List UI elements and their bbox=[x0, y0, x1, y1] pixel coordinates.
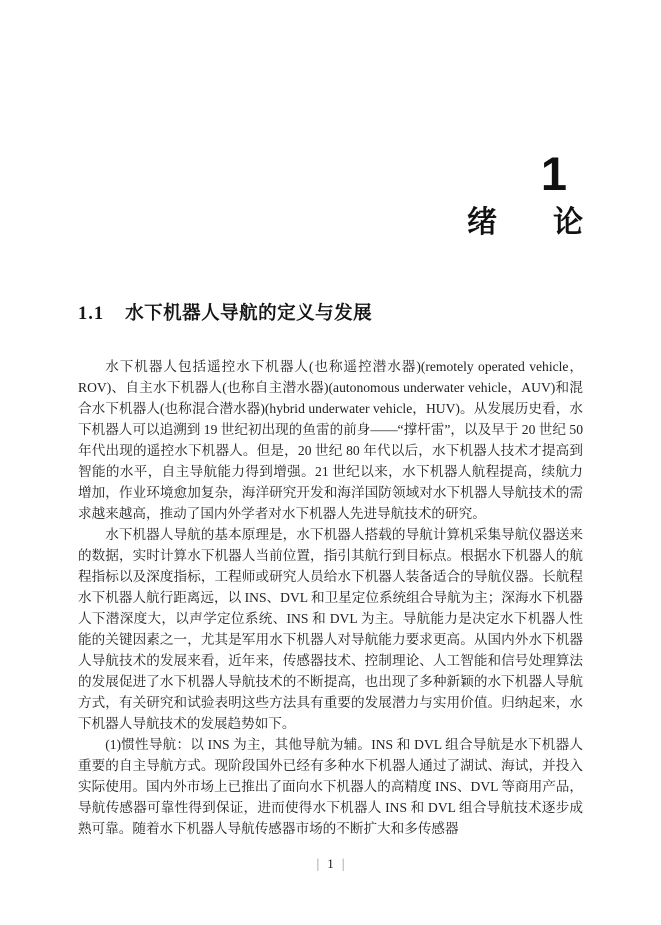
page-footer bbox=[0, 856, 661, 873]
section-heading bbox=[78, 299, 372, 325]
paragraph-2: 水下机器人导航的基本原理是，水下机器人搭载的导航计算机采集导航仪器送来的数据，实时计算水下机器人当前位置，指引其航行到目标点。根据水下机器人的航程指标以及深度指标，工程师或研究人员给水下机器人装备适合的导航仪器。长航程水下机器人航行距离远，以 INS、DVL 和卫星定位系统组合导航为主；深海水下机器人下潜深度大，以声学定位系统、INS 和 DVL 为主。导航能力是决定水下机器人性能的关键因素之一，尤其是军用水下机器人对导航能力要求更高。从国内外水下机器人导航技术的发展来看，近年来，传感器技术、控制理论、人工智能和信号处理算法的发展促进了水下机器人导航技术的不断提高，也出现了多种新颖的水下机器人导航方式，有关研究和试验表明这些方法具有重要的发展潜力与实用价值。归纳起来，水下机器人导航技术的发展趋势如下。 bbox=[78, 527, 583, 731]
footer-left-bar: | bbox=[316, 857, 320, 872]
chapter-number: 1 bbox=[540, 147, 567, 200]
section-title: 水下机器人导航的定义与发展 bbox=[125, 304, 373, 324]
chapter-header bbox=[467, 147, 583, 239]
paragraph-3: (1)惯性导航：以 INS 为主，其他导航为辅。INS 和 DVL 组合导航是水下机器人重要的自主导航方式。现阶段国外已经有多种水下机器人通过了湖试、海试，并投入实际使用。国内外市场上已推出了面向水下机器人的高精度 INS、DVL 等商用产品，导航传感器可靠性得到保证，进而使得水下机器人 INS 和 DVL 组合导航技术逐步成熟可靠。随着水下机器人导航传感器市场的不断扩大和多传感器 bbox=[78, 737, 583, 836]
chapter-title-char-2: 论 bbox=[553, 206, 583, 239]
section-number: 1.1 bbox=[78, 304, 105, 324]
footer-right-bar: | bbox=[341, 857, 345, 872]
chapter-title-char-1: 绪 bbox=[467, 206, 497, 239]
page-number: 1 bbox=[327, 856, 334, 871]
chapter-title bbox=[467, 206, 583, 239]
body-text bbox=[78, 356, 583, 839]
paragraph-1: 水下机器人包括遥控水下机器人(也称遥控潜水器)(remotely operated vehicle，ROV)、自主水下机器人(也称自主潜水器)(autonomous underwater vehicle，AUV)和混合水下机器人(也称混合潜水器)(hybrid underwater vehicle，HUV)。从发展历史看，水下机器人可以追溯到 19 世纪初出现的鱼雷的前身——“撑杆雷”，以及早于 20 世纪 50 年代出现的遥控水下机器人。但是，20 世纪 80 年代以后，水下机器人技术才提高到智能的水平，自主导航能力得到增强。21 世纪以来，水下机器人航程提高，续航力增加，作业环境愈加复杂，海洋研究开发和海洋国防领域对水下机器人导航技术的需求越来越高，推动了国内外学者对水下机器人先进导航技术的研究。 bbox=[78, 359, 583, 521]
